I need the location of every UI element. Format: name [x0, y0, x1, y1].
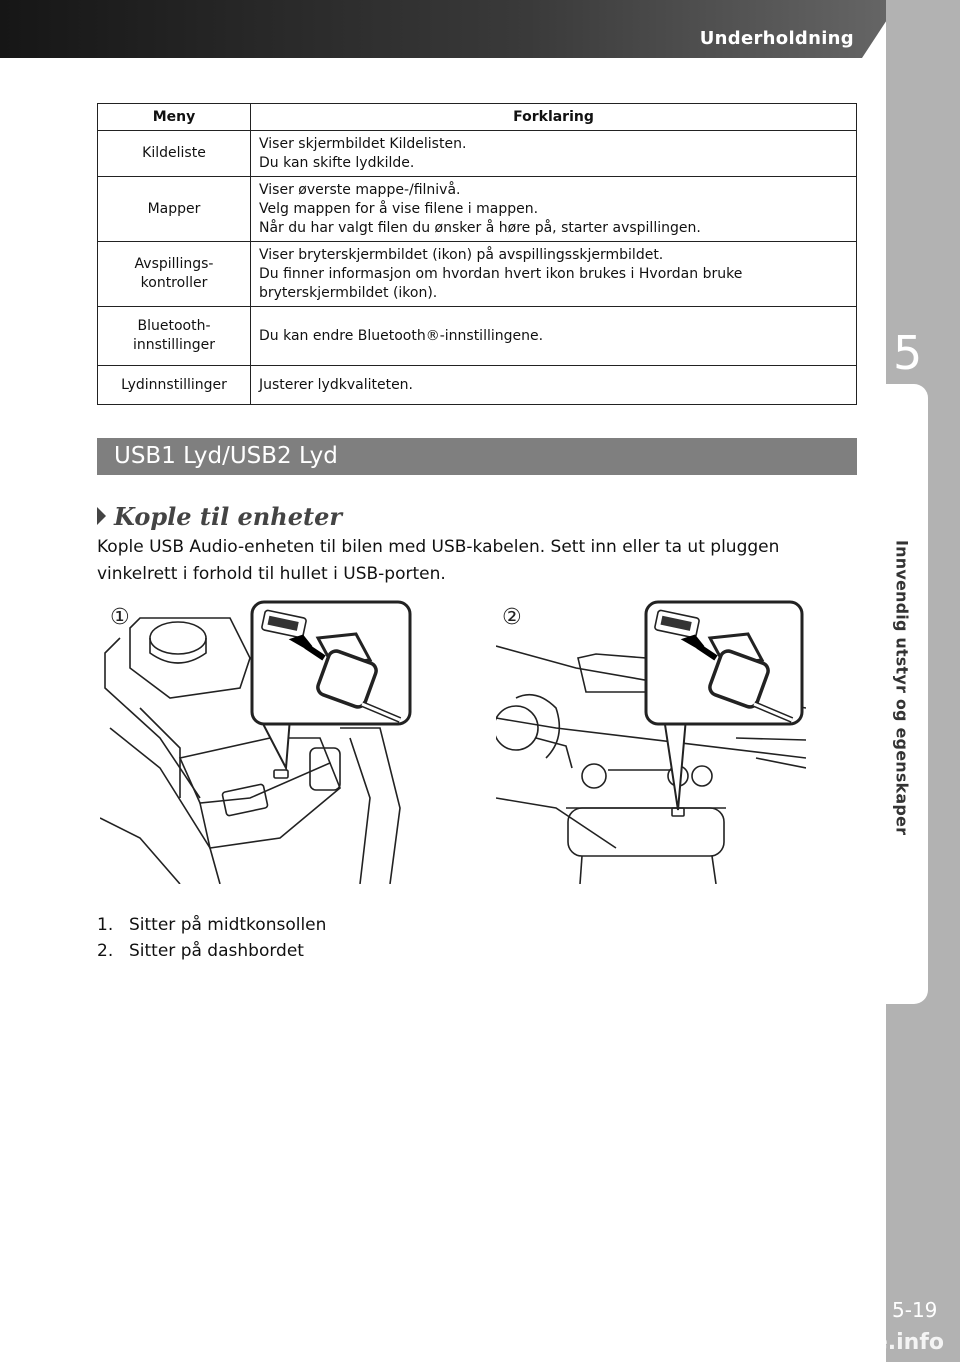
menu-cell: Kildeliste — [98, 131, 251, 177]
explanation-cell: Justerer lydkvaliteten. — [251, 366, 857, 405]
menu-cell: Avspillings- kontroller — [98, 242, 251, 307]
table-row — [98, 307, 857, 366]
dashboard-usb-illustration — [496, 598, 806, 884]
center-console-usb-illustration — [100, 598, 416, 884]
explanation-cell: Viser bryterskjermbildet (ikon) på avspillingsskjermbildet. Du finner informasjon om hvordan hvert ikon brukes i Hvordan bruke bryterskjermbildet (ikon). — [251, 242, 857, 307]
menu-cell: Bluetooth- innstillinger — [98, 307, 251, 366]
column-header-menu: Meny — [98, 104, 251, 131]
list-item — [97, 912, 326, 938]
subsection-heading — [97, 502, 342, 531]
caption-text: Sitter på midtkonsollen — [129, 915, 327, 935]
explanation-cell: Du kan endre Bluetooth®-innstillingene. — [251, 307, 857, 366]
figure-marker-1: ① — [110, 605, 130, 630]
column-header-explanation: Forklaring — [251, 104, 857, 131]
chapter-number: 5 — [893, 326, 923, 380]
table-row — [98, 131, 857, 177]
table-row — [98, 366, 857, 405]
figure-marker-2: ② — [502, 605, 522, 630]
section-title: USB1 Lyd/USB2 Lyd — [114, 443, 338, 469]
explanation-cell: Viser øverste mappe-/filnivå. Velg mappen for å vise filene i mappen. Når du har valgt filen du ønsker å høre på, starter avspillingen. — [251, 177, 857, 242]
watermark: carmanualsonline.info — [668, 1330, 944, 1355]
menu-table — [97, 103, 857, 405]
section-tab-label: Innvendig utstyr og egenskaper — [892, 540, 912, 836]
figure-dashboard — [496, 598, 806, 884]
table-row — [98, 242, 857, 307]
menu-cell: Lydinnstillinger — [98, 366, 251, 405]
list-item — [97, 938, 326, 964]
menu-cell: Mapper — [98, 177, 251, 242]
page-number: 5-19 — [892, 1298, 938, 1322]
subsection-title: Kople til enheter — [114, 502, 342, 531]
table-header-row — [98, 104, 857, 131]
figure-captions — [97, 912, 326, 964]
caption-number: 2. — [97, 941, 114, 961]
body-paragraph: Kople USB Audio-enheten til bilen med USB-kabelen. Sett inn eller ta ut pluggen vinkelrett i forhold til hullet i USB-porten. — [97, 537, 780, 584]
figure-center-console — [100, 598, 416, 884]
caption-number: 1. — [97, 915, 114, 935]
explanation-cell: Viser skjermbildet Kildelisten. Du kan skifte lydkilde. — [251, 131, 857, 177]
heading-marker-icon — [97, 507, 106, 525]
table-row — [98, 177, 857, 242]
caption-text: Sitter på dashbordet — [129, 941, 304, 961]
chapter-title: Underholdning — [699, 28, 854, 49]
